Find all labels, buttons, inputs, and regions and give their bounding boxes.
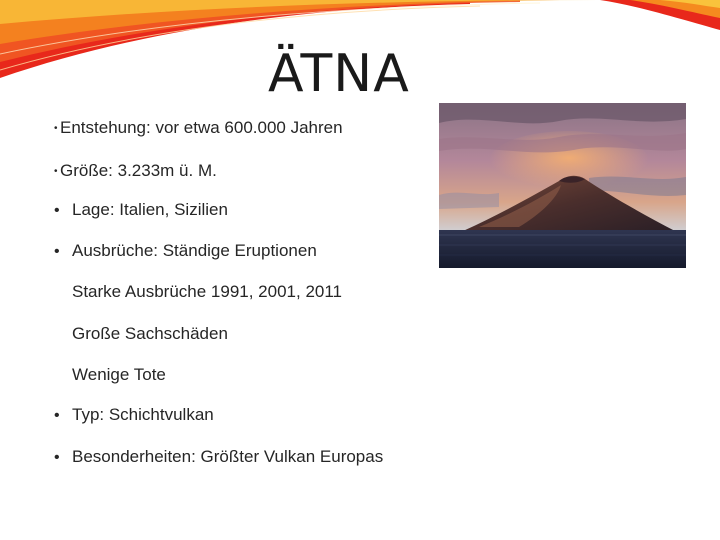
volcano-photo bbox=[439, 103, 686, 268]
bullet-text: Ausbrüche: Ständige Eruptionen bbox=[72, 241, 317, 260]
sub-item-starke-ausbrueche bbox=[72, 280, 342, 304]
bullet-groesse bbox=[54, 159, 217, 183]
bullet-text: Entstehung: vor etwa 600.000 Jahren bbox=[60, 118, 343, 137]
bullet-marker: • bbox=[54, 166, 58, 177]
bullet-text: Größe: 3.233m ü. M. bbox=[60, 161, 217, 180]
bullet-text: Große Sachschäden bbox=[72, 324, 228, 343]
bullet-text: Wenige Tote bbox=[72, 365, 166, 384]
bullet-text: Starke Ausbrüche 1991, 2001, 2011 bbox=[72, 282, 342, 301]
bullet-text: Besonderheiten: Größter Vulkan Europas bbox=[72, 447, 384, 466]
bullet-text: Typ: Schichtvulkan bbox=[72, 405, 214, 424]
bullet-marker: • bbox=[54, 449, 60, 466]
bullet-marker: • bbox=[54, 202, 60, 219]
bullet-marker: • bbox=[54, 123, 58, 134]
sub-item-tote bbox=[72, 363, 166, 387]
bullet-entstehung bbox=[54, 116, 343, 140]
bullet-besonderheiten bbox=[54, 445, 383, 469]
bullet-text: Lage: Italien, Sizilien bbox=[72, 200, 228, 219]
bullet-marker: • bbox=[54, 407, 60, 424]
bullet-ausbrueche bbox=[54, 239, 317, 263]
bullet-marker: • bbox=[54, 243, 60, 260]
bullet-lage bbox=[54, 198, 228, 222]
bullet-typ bbox=[54, 403, 214, 427]
slide-title: ÄTNA bbox=[268, 44, 410, 104]
sub-item-sachschaeden bbox=[72, 322, 228, 346]
